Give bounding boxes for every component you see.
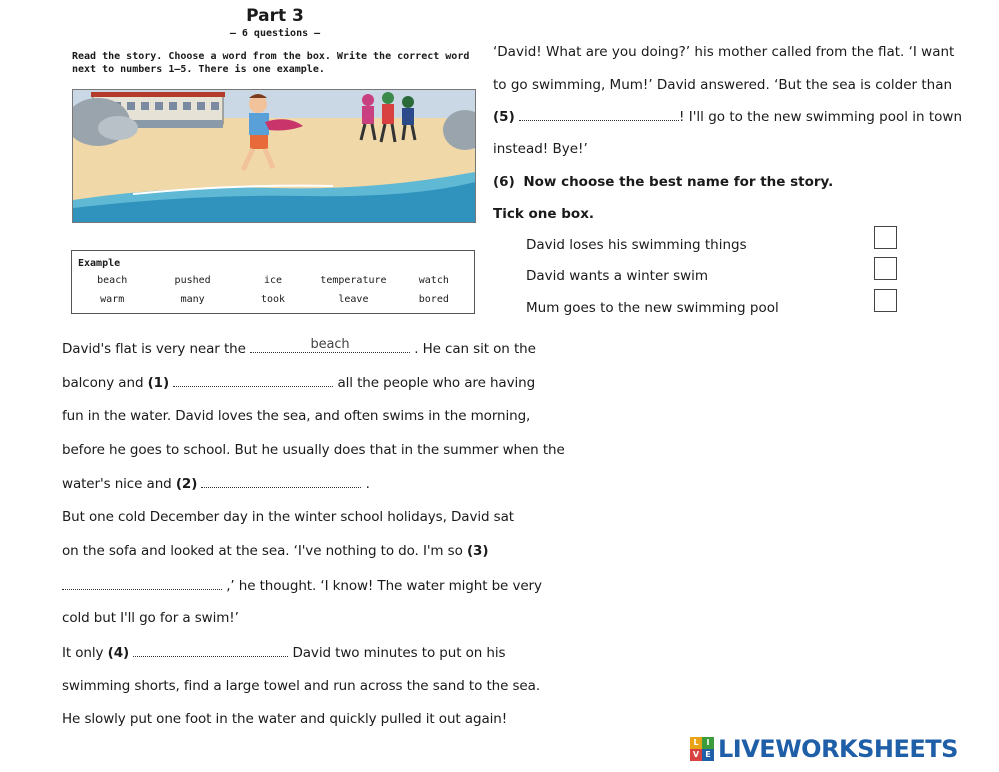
story-line: David's flat is very near the beach . He can sit on the [62, 337, 536, 357]
question-number: (4) [107, 645, 130, 661]
word-box [71, 250, 475, 314]
word-box-row-1 [72, 275, 474, 286]
word-option: leave [338, 294, 369, 305]
beach-scene-image [73, 90, 475, 222]
checkbox-option-3[interactable] [874, 289, 897, 312]
option-label-1: David loses his swimming things [526, 237, 747, 253]
story-line: fun in the water. David loves the sea, and often swims in the morning, [62, 408, 531, 424]
checkbox-option-2[interactable] [874, 257, 897, 280]
story-line: It only (4) David two minutes to put on his [62, 645, 506, 661]
page-subtitle: – 6 questions – [229, 28, 321, 39]
answer-blank-2[interactable] [201, 475, 361, 488]
tick-instruction: Tick one box. [493, 206, 595, 222]
story-line: ‘David! What are you doing?’ his mother called from the flat. ‘I want [493, 44, 955, 60]
question-number: (5) [493, 109, 515, 125]
example-label: Example [78, 258, 121, 269]
story-line: to go swimming, Mum!’ David answered. ‘But the sea is colder than [493, 77, 953, 93]
option-label-3: Mum goes to the new swimming pool [526, 300, 779, 316]
checkbox-option-1[interactable] [874, 226, 897, 249]
word-option: many [180, 294, 205, 305]
story-line: But one cold December day in the winter school holidays, David sat [62, 509, 514, 525]
story-line: (5) ! I'll go to the new swimming pool in town [493, 109, 962, 125]
story-line: ,’ he thought. ‘I know! The water might be very [62, 577, 542, 594]
story-line: on the sofa and looked at the sea. ‘I've nothing to do. I'm so (3) [62, 543, 489, 559]
question-number: (3) [466, 543, 489, 559]
answer-blank-5[interactable] [519, 108, 679, 121]
logo-text: LIVEWORKSHEETS [718, 735, 958, 763]
liveworksheets-logo [690, 733, 958, 765]
answer-blank-1[interactable] [173, 374, 333, 387]
word-option: warm [100, 294, 125, 305]
question-6-text: Now choose the best name for the story. [523, 174, 834, 190]
word-option: took [260, 294, 286, 305]
word-option: watch [418, 275, 449, 286]
word-option: ice [263, 275, 283, 286]
word-option: pushed [174, 275, 211, 286]
page-title: Part 3 [246, 6, 304, 26]
question-6 [493, 174, 833, 190]
word-option: temperature [320, 275, 387, 286]
word-option: beach [97, 275, 128, 286]
story-line: water's nice and (2) . [62, 476, 370, 492]
story-line: balcony and (1) all the people who are having [62, 375, 536, 391]
option-label-2: David wants a winter swim [526, 268, 709, 284]
logo-mark-icon: L I V E [690, 737, 714, 761]
story-line: before he goes to school. But he usually does that in the summer when the [62, 442, 565, 458]
answer-blank-4[interactable] [133, 644, 288, 657]
story-line: swimming shorts, find a large towel and run across the sand to the sea. [62, 678, 541, 694]
story-line: He slowly put one foot in the water and quickly pulled it out again! [62, 711, 508, 727]
story-line: instead! Bye!’ [493, 141, 588, 157]
example-answer: beach [310, 337, 350, 352]
word-option: bored [418, 294, 449, 305]
beach-illustration [72, 89, 476, 223]
question-number: (1) [147, 375, 170, 391]
example-answer-blank [250, 337, 410, 353]
question-number: (6) [493, 174, 515, 190]
word-box-row-2 [72, 294, 474, 305]
answer-blank-3[interactable] [62, 577, 222, 590]
instructions: Read the story. Choose a word from the box. Write the correct word next to numbers 1–5. There is one example. [72, 51, 470, 75]
story-line: cold but I'll go for a swim!’ [62, 610, 239, 626]
question-number: (2) [175, 476, 198, 492]
